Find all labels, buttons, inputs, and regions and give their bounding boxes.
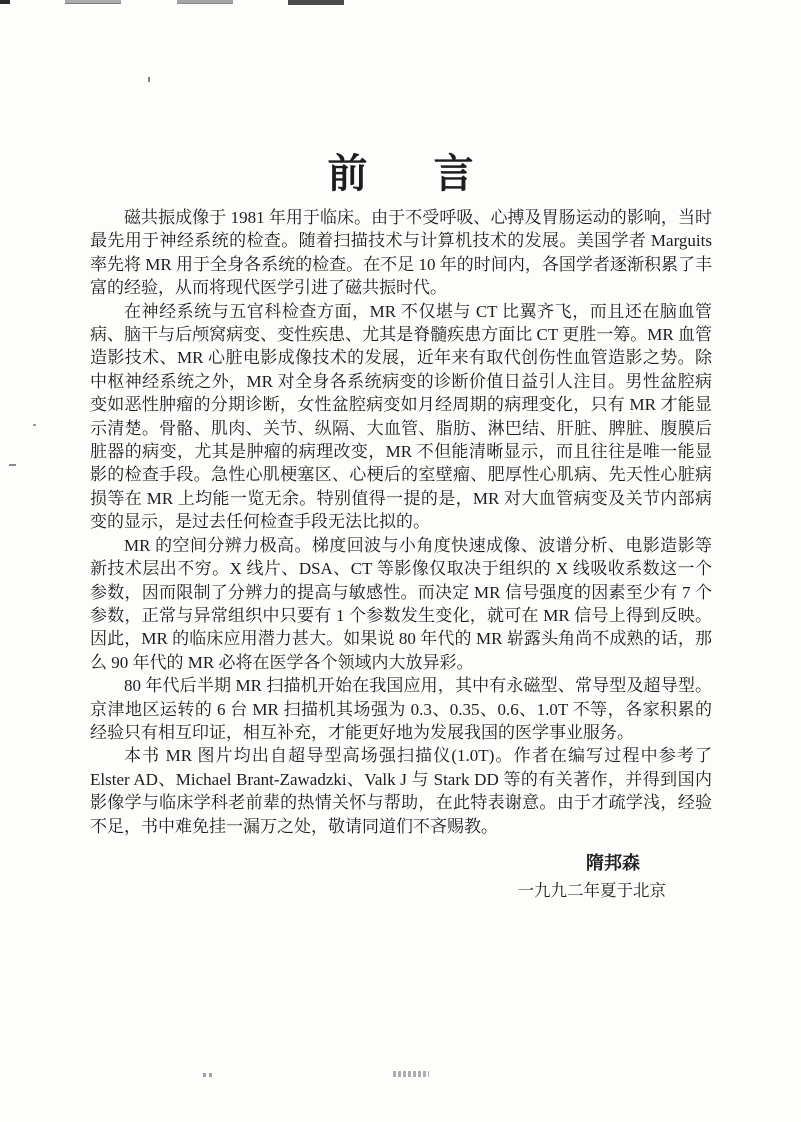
- title-char-second: 言: [433, 151, 474, 196]
- signature-block: [90, 851, 712, 903]
- scan-dash-margin: [9, 464, 16, 466]
- scan-artifact-top-1: [0, 0, 10, 4]
- preface-paragraph-4: 80 年代后半期 MR 扫描机开始在我国应用，其中有永磁型、常导型及超导型。京津地区运转的 6 台 MR 扫描机其场强为 0.3、0.35、0.6、1.0T 不等，各家积累的经验只有相互印证，相互补充，才能更好地为发展我国的医学事业服务。: [90, 676, 712, 742]
- scan-artifact-top-2: [65, 0, 121, 4]
- preface-paragraph-5: 本书 MR 图片均出自超导型高场强扫描仪(1.0T)。作者在编写过程中参考了 Elster AD、Michael Brant-Zawadzki、Valk J 与 Stark DD 等的有关著作，并得到国内影像学与临床学科老前辈的热情关怀与帮助，在此特表谢意。由于才疏学浅，经验不足，书中难免挂一漏万之处，敬请同道们不吝赐教。: [90, 746, 712, 836]
- preface-paragraph-2: 在神经系统与五官科检查方面，MR 不仅堪与 CT 比翼齐飞，而且还在脑血管病、脑干与后颅窝病变、变性疾患、尤其是脊髓疾患方面比 CT 更胜一筹。MR 血管造影技术、MR 心脏电影成像技术的发展，近年来有取代创伤性血管造影之势。除中枢神经系统之外，MR 对全身各系统病变的诊断价值日益引人注目。男性盆腔病变如恶性肿瘤的分期诊断，女性盆腔病变如月经周期的病理变化，只有 MR 才能显示清楚。骨骼、肌肉、关节、纵隔、大血管、脂肪、淋巴结、肝脏、脾脏、腹膜后脏器的病变，尤其是肿瘤的病理改变，MR 不但能清晰显示，而且往往是唯一能显影的检查手段。急性心肌梗塞区、心梗后的室壁瘤、肥厚性心肌病、先天性心脏病损等在 MR 上均能一览无余。特别值得一提的是，MR 对大血管病变及关节内部病变的显示，是过去任何检查手段无法比拟的。: [90, 301, 712, 532]
- preface-body: [90, 206, 712, 903]
- scan-dot-margin: [33, 424, 36, 426]
- scan-artifact-top-4: [288, 0, 344, 5]
- scan-smudge-bottom-1: [203, 1073, 213, 1077]
- page-title: [0, 151, 801, 196]
- scan-artifact-top-3: [177, 0, 233, 4]
- preface-paragraph-1: 磁共振成像于 1981 年用于临床。由于不受呼吸、心搏及胃肠运动的影响，当时最先用于神经系统的检查。随着扫描技术与计算机技术的发展。美国学者 Marguits 率先将 MR 用于全身各系统的检查。在不足 10 年的时间内，各国学者逐渐积累了丰富的经验，从而将现代医学引进了磁共振时代。: [90, 208, 712, 298]
- author-signature: 隋邦森: [586, 852, 640, 873]
- preface-paragraph-3: MR 的空间分辨力极高。梯度回波与小角度快速成像、波谱分析、电影造影等新技术层出不穷。X 线片、DSA、CT 等影像仅取决于组织的 X 线吸收系数这一个参数，因而限制了分辨力的提高与敏感性。而决定 MR 信号强度的因素至少有 7 个参数，正常与异常组织中只要有 1 个参数发生变化，就可在 MR 信号上得到反映。因此，MR 的临床应用潜力甚大。如果说 80 年代的 MR 崭露头角尚不成熟的话，那么 90 年代的 MR 必将在医学各个领域内大放异彩。: [90, 535, 712, 672]
- scan-fleck: [148, 77, 150, 82]
- scan-smudge-bottom-2: [393, 1071, 429, 1077]
- signature-date: 一九九二年夏于北京: [517, 880, 666, 900]
- title-char-first: 前: [327, 151, 368, 196]
